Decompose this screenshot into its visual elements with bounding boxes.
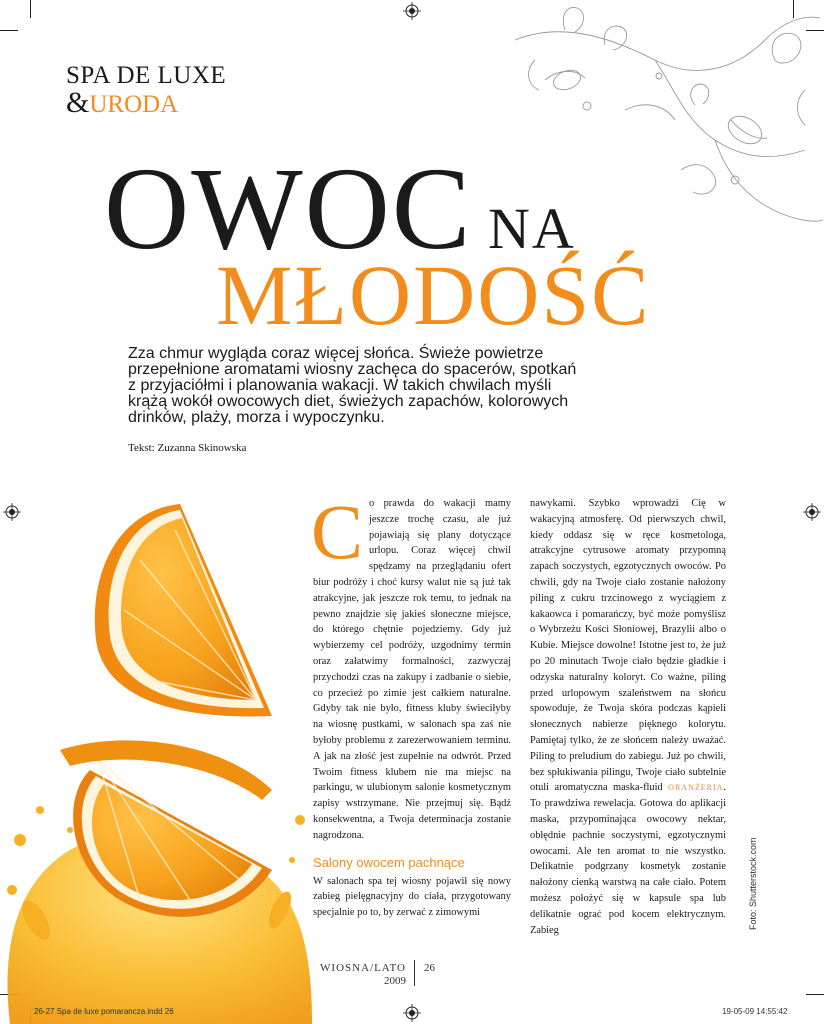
subheading: Salony owocem pachnące	[313, 854, 465, 870]
photo-credit: Foto: Shutterstock.com	[748, 837, 758, 930]
footer-divider	[414, 960, 415, 986]
registration-mark-icon	[403, 1004, 421, 1022]
section-sublabel	[66, 86, 178, 120]
body-paragraph: . To prawdziwa rewelacja. Gotowa do aplikacji maska, przypominająca owocowy nektar, obłędnie pachnie soczystymi, egzotycznymi owocami. Ale ten aromat to nie wszystko. Delikatnie podgrzany kosmetyk zostanie nałożony cienką warstwą na całe ciało. Potem możesz położyć się w kapsule spa lub delikatnie ograć pod kocem elektrycznym. Zabieg	[530, 782, 726, 936]
body-paragraph: o prawda do wakacji mamy jeszcze trochę czasu, ale już pojawiają się plany dotyczące urlopu. Coraz więcej chwil spędzamy na przeglądaniu ofert biur podróży i choć kursy walut nie są już tak atrakcyjne, jak jeszcze rok temu, to jednak na pewno znajdzie się jakieś słoneczne miejsce, do którego chętnie pojedziemy. Gdy już wybierzemy cel podróży, uzgodnimy termin oraz załatwimy formalności, zazwyczaj przychodzi czas na zakupy i zadbanie o siebie, co przecież po zimie jest całkiem naturalne. Gdyby tak nie było, fitness kluby świeciłyby na wiosnę pustkami, w salonach spa zaś nie byłoby problemu z zarezerwowaniem terminu. A jak na złość jest zupełnie na odwrót. Przed Twoim fitness klubem nie ma miejsc na parkingu, w ulubionym salonie kosmetycznym zapisy wstrzymane. Nie przejmuj się. Bądź konsekwentna, a Twoja determinacja zostanie nagrodzona.	[313, 498, 511, 841]
body-paragraph: nawykami. Szybko wprowadzi Cię w wakacyjną atmosferę. Od pierwszych chwil, kiedy oddasz się w ręce kosmetologa, atrakcyjne cytrusowe aromaty przypomną zapach soczystych, egzotycznych owoców. Po chwili, gdy na Twoje ciało zostanie nałożony piling z cukru trzcinowego z wyciągiem z kakaowca i pomarańczy, być może pomyślisz o Wybrzeżu Kości Słoniowej, Brazylii albo o Kubie. Miejsce dowolne! Istotne jest to, że już po 20 minutach Twoje ciało będzie gładkie i odzyska naturalny koloryt. Co ważne, piling przed urlopowym szaleństwem na słońcu spowoduje, że Twoja skóra podczas kąpieli słonecznych nabierze pięknego kolorytu. Pamiętaj tylko, że ze słońcem należy uważać. Piling to preludium do zabiegu. Już po chwili, bez spłukiwania pilingu, Twoje ciało subtelnie otuli aromatyczna maska-fluid	[530, 498, 726, 794]
brand-name: ORANŻERIA	[668, 783, 724, 793]
lead-paragraph: Zza chmur wygląda coraz więcej słońca. Świeże powietrze przepełnione aromatami wiosny zachęca do spacerów, spotkań z przyjaciółmi i planowania wakacji. W takich chwilach myśli krążą wokół owocowych diet, świeżych zapachów, kolorowych drinków, plaży, morza i wypoczynku.	[128, 345, 577, 426]
print-slug-timestamp: 19-05-09 14:55:42	[722, 1007, 788, 1016]
body-paragraph: W salonach spa tej wiosny pojawił się nowy zabieg pielęgnacyjny do ciała, przygotowany specjalnie po to, by zerwać z zimowymi	[313, 875, 511, 919]
drop-cap: C	[311, 488, 364, 575]
page-number: 26	[424, 962, 435, 974]
footer-year: 2009	[384, 975, 406, 987]
section-ampersand: &	[66, 86, 90, 119]
body-column-2	[530, 496, 726, 938]
headline-word-1: OWOC	[104, 143, 473, 274]
orange-slices-illustration	[0, 470, 312, 1024]
registration-mark-icon	[403, 2, 421, 20]
byline: Tekst: Zuzanna Skinowska	[128, 442, 247, 454]
crop-mark	[0, 30, 18, 31]
crop-mark	[806, 994, 824, 995]
section-label: SPA DE LUXE	[66, 62, 227, 89]
crop-mark	[30, 0, 31, 18]
footer-season: WIOSNA/LATO	[320, 962, 406, 974]
body-column-1	[311, 488, 511, 921]
headline-word-3: MŁODOŚĆ	[216, 247, 651, 343]
print-slug-file: 26-27 Spa de luxe pomarancza.indd 26	[34, 1007, 174, 1016]
registration-mark-icon	[803, 503, 821, 521]
section-uroda: URODA	[89, 91, 179, 118]
headline-word-2: NA	[488, 196, 576, 261]
